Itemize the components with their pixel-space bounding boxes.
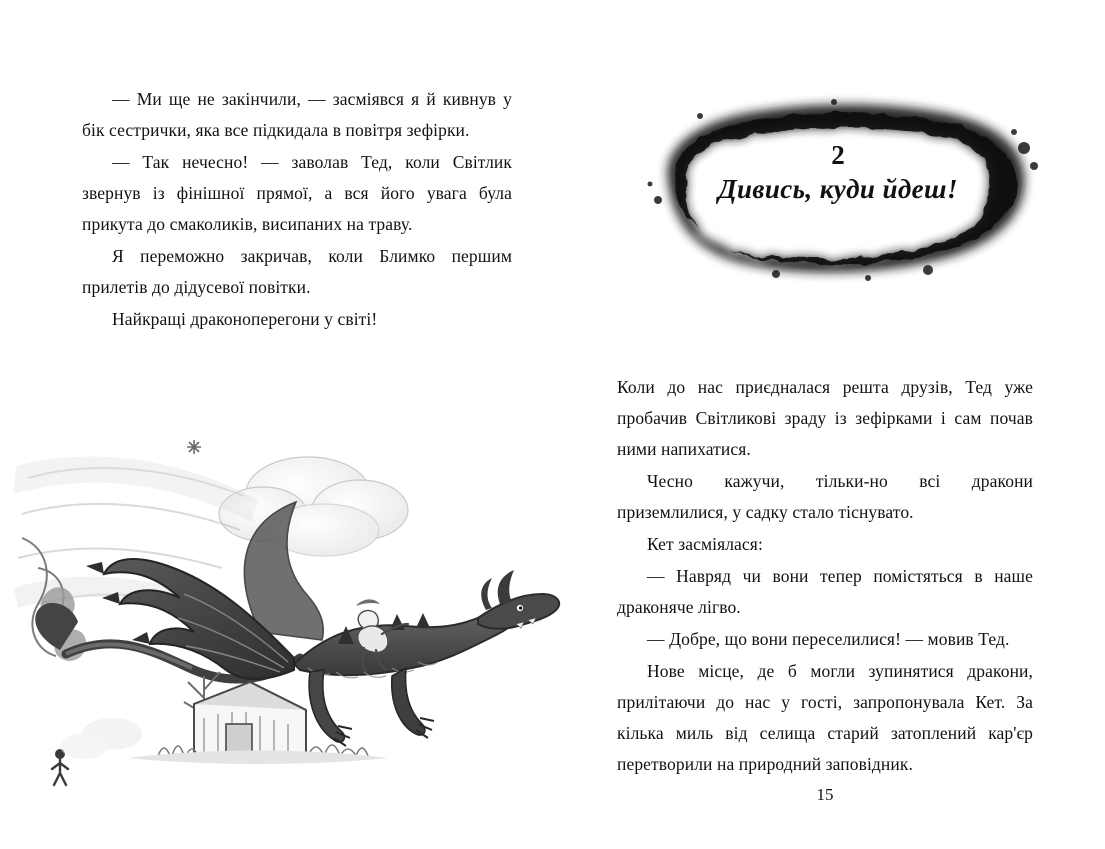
right-page-text-column bbox=[617, 372, 1033, 781]
paragraph: Чесно кажучи, тільки-но всі дракони приземлилися, у садку стало тіснувато. bbox=[617, 471, 1033, 522]
paragraph: Нове місце, де б могли зупинятися дракони, прилітаючи до нас у гості, запропонувала Кет. За кілька миль від селища старий затоплений кар'єр перетворили на природний заповідник. bbox=[617, 661, 1033, 774]
page-number: 15 bbox=[816, 785, 834, 804]
paragraph: — Ми ще не закінчили, — засміявся я й кивнув у бік сестрички, яка все підкидала в повітря зефірки. bbox=[82, 89, 512, 140]
left-page-text-column bbox=[82, 84, 512, 336]
chapter-heading bbox=[628, 92, 1048, 292]
chapter-number: 2 bbox=[831, 140, 845, 170]
paragraph: Я переможно закричав, коли Блимко першим прилетів до дідусевої повітки. bbox=[82, 246, 512, 297]
paragraph: Кет засміялася: bbox=[647, 534, 763, 554]
paragraph: — Добре, що вони переселилися! — мовив Тед. bbox=[647, 629, 1010, 649]
paragraph: Найкращі драконоперегони у світі! bbox=[112, 309, 378, 329]
paragraph: — Навряд чи вони тепер помістяться в наше драконяче лігво. bbox=[617, 566, 1033, 617]
paragraph: Коли до нас приєдналася решта друзів, Тед уже пробачив Світликові зраду із зефірками і сам почав ними напихатися. bbox=[617, 377, 1033, 459]
paragraph: — Так нечесно! — заволав Тед, коли Світлик звернув із фінішної прямої, а вся його увага була прикута до смаколиків, висипаних на траву. bbox=[82, 152, 512, 234]
chapter-title: Дивись, куди йдеш! bbox=[718, 174, 958, 204]
dragon-illustration bbox=[8, 418, 568, 790]
